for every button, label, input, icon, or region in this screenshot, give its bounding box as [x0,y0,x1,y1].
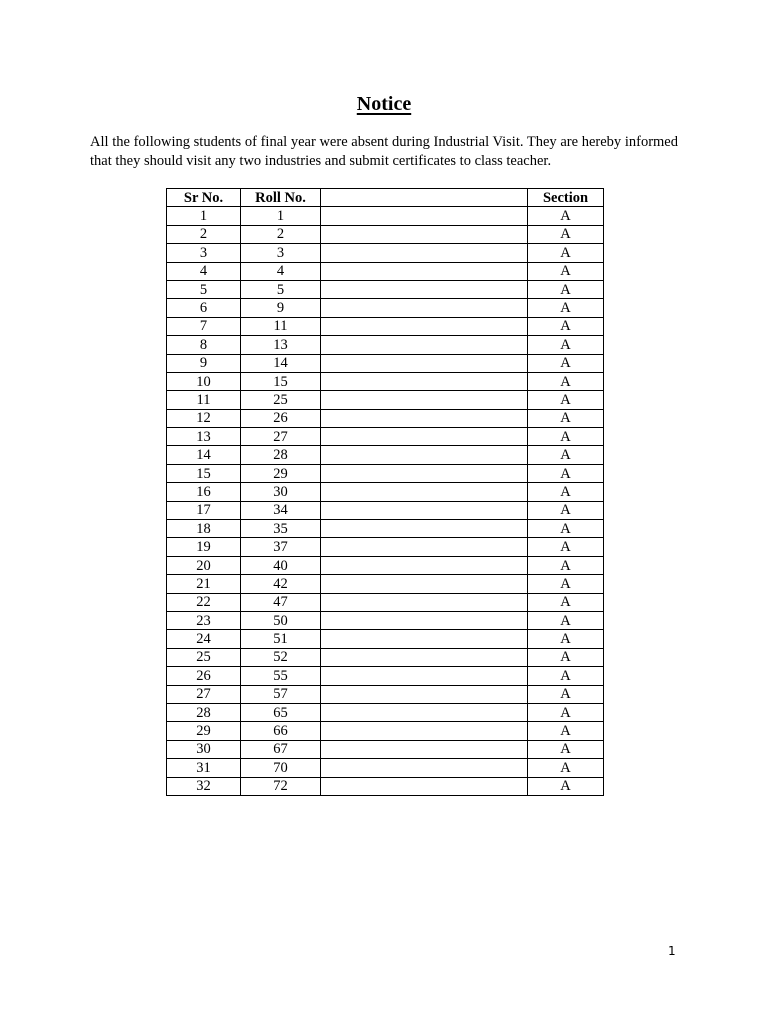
cell-section: A [528,483,604,501]
cell-sr-no: 11 [167,391,241,409]
cell-section: A [528,244,604,262]
cell-sr-no: 15 [167,464,241,482]
table-row [167,428,604,446]
cell-roll-no: 1 [241,207,321,225]
cell-name [321,244,528,262]
table-row [167,722,604,740]
cell-section: A [528,777,604,795]
cell-section: A [528,336,604,354]
cell-sr-no: 27 [167,685,241,703]
cell-sr-no: 14 [167,446,241,464]
table-row [167,464,604,482]
cell-name [321,464,528,482]
cell-name [321,280,528,298]
table-row [167,372,604,390]
cell-roll-no: 13 [241,336,321,354]
cell-sr-no: 4 [167,262,241,280]
cell-sr-no: 9 [167,354,241,372]
table-row [167,483,604,501]
cell-section: A [528,464,604,482]
cell-name [321,593,528,611]
cell-roll-no: 30 [241,483,321,501]
page-number: 1 [668,944,676,958]
cell-roll-no: 52 [241,648,321,666]
cell-name [321,685,528,703]
table-row [167,262,604,280]
cell-roll-no: 35 [241,520,321,538]
cell-name [321,703,528,721]
cell-name [321,667,528,685]
cell-roll-no: 25 [241,391,321,409]
cell-sr-no: 18 [167,520,241,538]
cell-roll-no: 47 [241,593,321,611]
cell-section: A [528,703,604,721]
table-row [167,244,604,262]
cell-section: A [528,538,604,556]
cell-name [321,611,528,629]
cell-roll-no: 42 [241,575,321,593]
cell-sr-no: 7 [167,317,241,335]
cell-name [321,225,528,243]
cell-roll-no: 9 [241,299,321,317]
cell-roll-no: 66 [241,722,321,740]
cell-sr-no: 30 [167,740,241,758]
cell-name [321,409,528,427]
cell-sr-no: 22 [167,593,241,611]
cell-sr-no: 28 [167,703,241,721]
table-row [167,611,604,629]
table-body [167,207,604,796]
table-row [167,630,604,648]
table-row [167,759,604,777]
cell-section: A [528,722,604,740]
cell-sr-no: 6 [167,299,241,317]
table-row [167,538,604,556]
cell-name [321,483,528,501]
table-row [167,409,604,427]
cell-roll-no: 50 [241,611,321,629]
cell-roll-no: 34 [241,501,321,519]
cell-sr-no: 10 [167,372,241,390]
cell-name [321,630,528,648]
cell-roll-no: 11 [241,317,321,335]
cell-roll-no: 15 [241,372,321,390]
cell-name [321,575,528,593]
cell-sr-no: 20 [167,556,241,574]
table-row [167,501,604,519]
cell-sr-no: 29 [167,722,241,740]
cell-name [321,446,528,464]
header-roll-no: Roll No. [241,189,321,207]
cell-name [321,317,528,335]
cell-name [321,354,528,372]
cell-section: A [528,759,604,777]
cell-sr-no: 24 [167,630,241,648]
table-row [167,685,604,703]
cell-section: A [528,501,604,519]
cell-section: A [528,299,604,317]
cell-roll-no: 55 [241,667,321,685]
cell-sr-no: 12 [167,409,241,427]
cell-section: A [528,280,604,298]
table-row [167,280,604,298]
cell-name [321,740,528,758]
cell-name [321,556,528,574]
cell-name [321,722,528,740]
cell-roll-no: 51 [241,630,321,648]
cell-roll-no: 37 [241,538,321,556]
cell-section: A [528,354,604,372]
cell-section: A [528,740,604,758]
cell-section: A [528,611,604,629]
cell-name [321,501,528,519]
cell-roll-no: 57 [241,685,321,703]
cell-sr-no: 17 [167,501,241,519]
cell-section: A [528,593,604,611]
cell-section: A [528,372,604,390]
table-row [167,667,604,685]
cell-section: A [528,520,604,538]
cell-sr-no: 1 [167,207,241,225]
cell-sr-no: 16 [167,483,241,501]
cell-name [321,428,528,446]
cell-name [321,648,528,666]
cell-roll-no: 14 [241,354,321,372]
cell-section: A [528,685,604,703]
cell-roll-no: 72 [241,777,321,795]
cell-section: A [528,575,604,593]
cell-name [321,207,528,225]
table-row [167,225,604,243]
table-row [167,648,604,666]
table-row [167,703,604,721]
cell-section: A [528,317,604,335]
cell-roll-no: 40 [241,556,321,574]
cell-section: A [528,648,604,666]
cell-section: A [528,630,604,648]
cell-name [321,759,528,777]
cell-roll-no: 27 [241,428,321,446]
cell-sr-no: 19 [167,538,241,556]
cell-sr-no: 13 [167,428,241,446]
cell-section: A [528,556,604,574]
cell-name [321,262,528,280]
cell-section: A [528,207,604,225]
table-row [167,740,604,758]
cell-roll-no: 4 [241,262,321,280]
cell-name [321,299,528,317]
cell-section: A [528,428,604,446]
cell-section: A [528,446,604,464]
cell-roll-no: 26 [241,409,321,427]
table-row [167,207,604,225]
cell-roll-no: 67 [241,740,321,758]
cell-roll-no: 29 [241,464,321,482]
table-row [167,777,604,795]
table-row [167,391,604,409]
cell-sr-no: 2 [167,225,241,243]
cell-name [321,336,528,354]
cell-roll-no: 2 [241,225,321,243]
table-row [167,446,604,464]
header-sr-no: Sr No. [167,189,241,207]
cell-name [321,520,528,538]
cell-name [321,777,528,795]
cell-sr-no: 3 [167,244,241,262]
cell-section: A [528,667,604,685]
cell-section: A [528,262,604,280]
cell-roll-no: 5 [241,280,321,298]
cell-sr-no: 31 [167,759,241,777]
cell-section: A [528,391,604,409]
cell-roll-no: 28 [241,446,321,464]
absent-students-table [166,188,604,796]
cell-roll-no: 65 [241,703,321,721]
table-row [167,593,604,611]
cell-sr-no: 32 [167,777,241,795]
cell-name [321,372,528,390]
page-title: Notice [356,93,412,115]
table-row [167,556,604,574]
cell-name [321,391,528,409]
cell-section: A [528,409,604,427]
notice-text: All the following students of final year were absent during Industrial Visit. They are hereby informed that they should visit any two industries and submit certificates to class teacher. [90,134,678,169]
cell-roll-no: 3 [241,244,321,262]
cell-sr-no: 8 [167,336,241,354]
table-row [167,299,604,317]
cell-sr-no: 5 [167,280,241,298]
header-section: Section [528,189,604,207]
cell-name [321,538,528,556]
cell-roll-no: 70 [241,759,321,777]
table-row [167,354,604,372]
header-name [321,189,528,207]
cell-sr-no: 26 [167,667,241,685]
table-row [167,520,604,538]
cell-sr-no: 21 [167,575,241,593]
table-row [167,336,604,354]
cell-sr-no: 23 [167,611,241,629]
table-header-row [167,189,604,207]
cell-sr-no: 25 [167,648,241,666]
table-row [167,575,604,593]
table-row [167,317,604,335]
cell-section: A [528,225,604,243]
